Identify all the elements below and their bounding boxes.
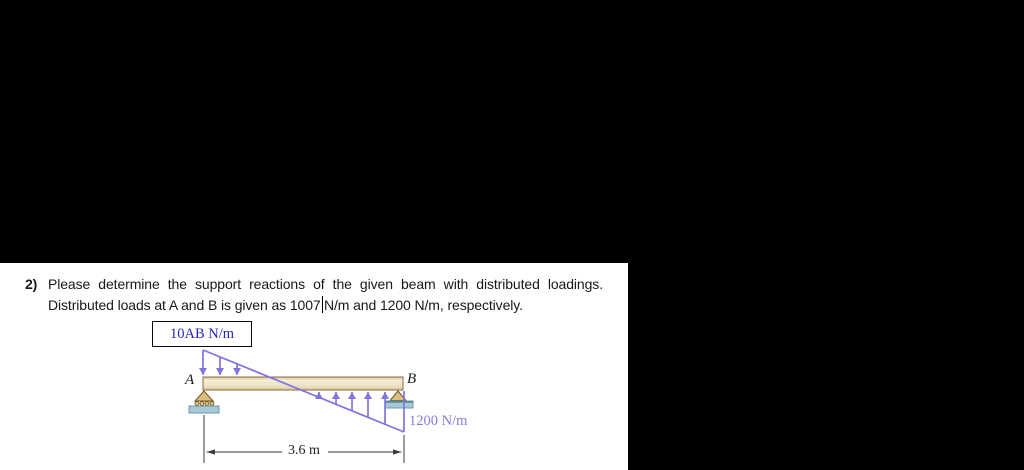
support-b-icon bbox=[385, 391, 413, 408]
distributed-load bbox=[203, 350, 404, 432]
load-value-box bbox=[152, 321, 252, 347]
load-at-b-label: 1200 N/m bbox=[409, 413, 468, 429]
point-a-label: A bbox=[185, 372, 195, 388]
beam bbox=[203, 377, 403, 390]
problem-text-line1[interactable]: Please determine the support reactions of the given beam with distributed loadings. bbox=[48, 276, 603, 292]
problem-number: 2) bbox=[25, 276, 38, 292]
beam-figure bbox=[0, 263, 628, 470]
point-b-label: B bbox=[407, 371, 417, 387]
load-diagonal-line bbox=[203, 350, 404, 432]
support-a-icon bbox=[189, 391, 219, 413]
load-value-box-label: 10AB N/m bbox=[169, 326, 235, 342]
problem-text-before-cursor: Distributed loads at A and B is given as 1007 bbox=[48, 297, 321, 313]
problem-text-after-cursor: N/m and 1200 N/m, respectively. bbox=[323, 297, 523, 313]
document-page bbox=[0, 263, 628, 470]
span-dimension-label: 3.6 m bbox=[288, 443, 320, 458]
